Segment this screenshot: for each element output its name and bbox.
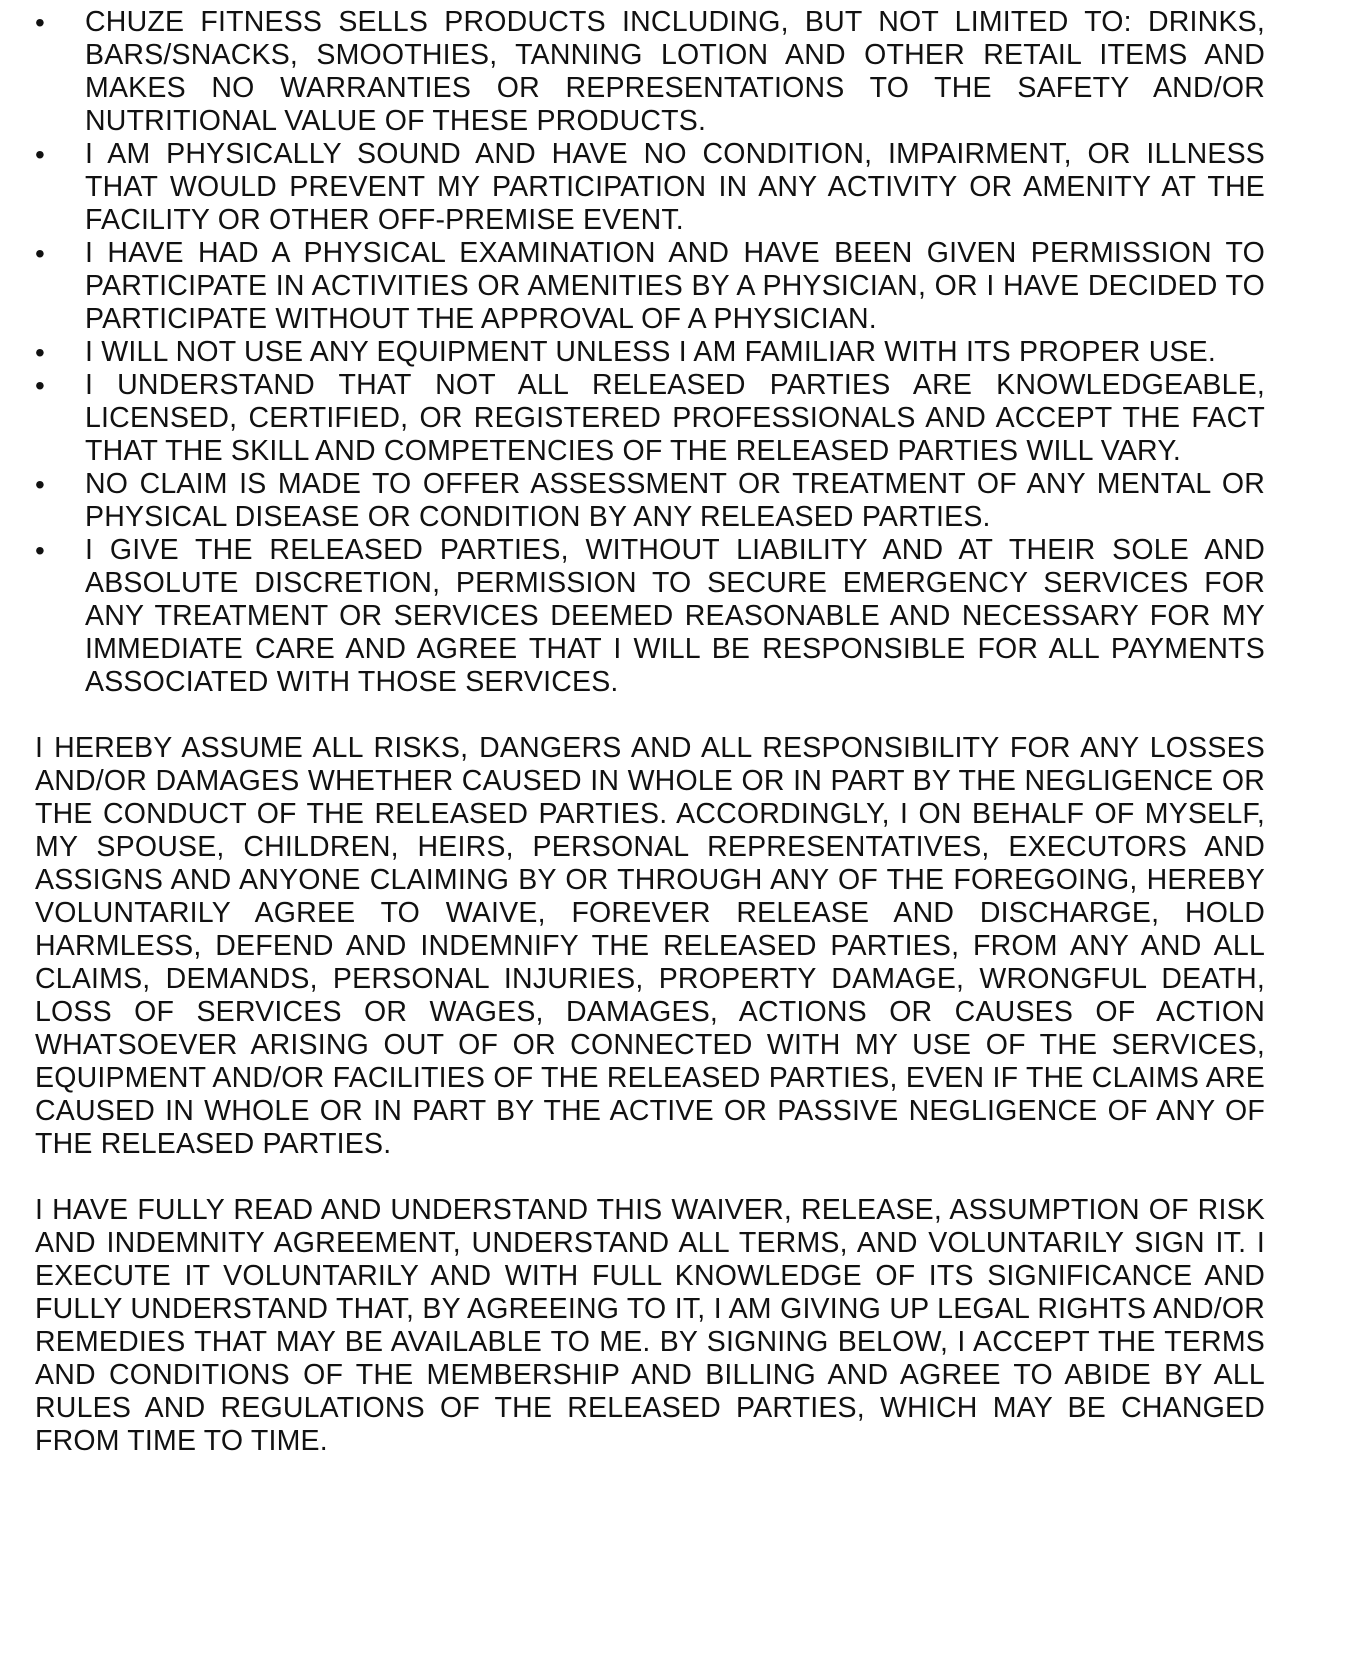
waiver-bullet-list [35,6,1265,699]
bullet-item [35,138,1265,237]
bullet-icon: • [35,535,45,566]
bullet-text-emergency-services: I GIVE THE RELEASED PARTIES, WITHOUT LIABILITY AND AT THEIR SOLE AND ABSOLUTE DISCRETION, PERMISSION TO SECURE EMERGENCY SERVICES FOR ANY TREATMENT OR SERVICES DEEMED REASONABLE AND NECESSARY FOR MY IMMEDIATE CARE AND AGREE THAT I WILL BE RESPONSIBLE FOR ALL PAYMENTS ASSOCIATED WITH THOSE SERVICES. [85,534,1265,698]
bullet-item [35,237,1265,336]
bullet-text-physical-exam: I HAVE HAD A PHYSICAL EXAMINATION AND HAVE BEEN GIVEN PERMISSION TO PARTICIPATE IN ACTIVITIES OR AMENITIES BY A PHYSICIAN, OR I HAVE DECIDED TO PARTICIPATE WITHOUT THE APPROVAL OF A PHYSICIAN. [85,237,1265,335]
bullet-text-equipment: I WILL NOT USE ANY EQUIPMENT UNLESS I AM FAMILIAR WITH ITS PROPER USE. [85,336,1217,368]
bullet-text-no-claim: NO CLAIM IS MADE TO OFFER ASSESSMENT OR TREATMENT OF ANY MENTAL OR PHYSICAL DISEASE OR CONDITION BY ANY RELEASED PARTIES. [85,468,1265,533]
acknowledgement-paragraph: I HAVE FULLY READ AND UNDERSTAND THIS WAIVER, RELEASE, ASSUMPTION OF RISK AND INDEMNITY AGREEMENT, UNDERSTAND ALL TERMS, AND VOLUNTARILY SIGN IT. I EXECUTE IT VOLUNTARILY AND WITH FULL KNOWLEDGE OF ITS SIGNIFICANCE AND FULLY UNDERSTAND THAT, BY AGREEING TO IT, I AM GIVING UP LEGAL RIGHTS AND/OR REMEDIES THAT MAY BE AVAILABLE TO ME. BY SIGNING BELOW, I ACCEPT THE TERMS AND CONDITIONS OF THE MEMBERSHIP AND BILLING AND AGREE TO ABIDE BY ALL RULES AND REGULATIONS OF THE RELEASED PARTIES, WHICH MAY BE CHANGED FROM TIME TO TIME. [35,1194,1265,1457]
bullet-icon: • [35,469,45,500]
bullet-item [35,6,1265,138]
bullet-text-products: CHUZE FITNESS SELLS PRODUCTS INCLUDING, BUT NOT LIMITED TO: DRINKS, BARS/SNACKS, SMOOTHIES, TANNING LOTION AND OTHER RETAIL ITEMS AND MAKES NO WARRANTIES OR REPRESENTATIONS TO THE SAFETY AND/OR NUTRITIONAL VALUE OF THESE PRODUCTS. [85,6,1265,137]
bullet-icon: • [35,238,45,269]
bullet-item [35,336,1265,369]
bullet-icon: • [35,139,45,170]
waiver-page [35,6,1265,1458]
bullet-icon: • [35,7,45,38]
bullet-icon: • [35,337,45,368]
bullet-item [35,468,1265,534]
bullet-text-physically-sound: I AM PHYSICALLY SOUND AND HAVE NO CONDITION, IMPAIRMENT, OR ILLNESS THAT WOULD PREVENT MY PARTICIPATION IN ANY ACTIVITY OR AMENITY AT THE FACILITY OR OTHER OFF-PREMISE EVENT. [85,138,1265,236]
assumption-of-risk-paragraph: I HEREBY ASSUME ALL RISKS, DANGERS AND ALL RESPONSIBILITY FOR ANY LOSSES AND/OR DAMAGES WHETHER CAUSED IN WHOLE OR IN PART BY THE NEGLIGENCE OR THE CONDUCT OF THE RELEASED PARTIES. ACCORDINGLY, I ON BEHALF OF MYSELF, MY SPOUSE, CHILDREN, HEIRS, PERSONAL REPRESENTATIVES, EXECUTORS AND ASSIGNS AND ANYONE CLAIMING BY OR THROUGH ANY OF THE FOREGOING, HEREBY VOLUNTARILY AGREE TO WAIVE, FOREVER RELEASE AND DISCHARGE, HOLD HARMLESS, DEFEND AND INDEMNIFY THE RELEASED PARTIES, FROM ANY AND ALL CLAIMS, DEMANDS, PERSONAL INJURIES, PROPERTY DAMAGE, WRONGFUL DEATH, LOSS OF SERVICES OR WAGES, DAMAGES, ACTIONS OR CAUSES OF ACTION WHATSOEVER ARISING OUT OF OR CONNECTED WITH MY USE OF THE SERVICES, EQUIPMENT AND/OR FACILITIES OF THE RELEASED PARTIES, EVEN IF THE CLAIMS ARE CAUSED IN WHOLE OR IN PART BY THE ACTIVE OR PASSIVE NEGLIGENCE OF ANY OF THE RELEASED PARTIES. [35,732,1265,1160]
bullet-icon: • [35,370,45,401]
bullet-text-released-parties: I UNDERSTAND THAT NOT ALL RELEASED PARTIES ARE KNOWLEDGEABLE, LICENSED, CERTIFIED, OR REGISTERED PROFESSIONALS AND ACCEPT THE FACT THAT THE SKILL AND COMPETENCIES OF THE RELEASED PARTIES WILL VARY. [85,369,1265,467]
bullet-item [35,369,1265,468]
bullet-item [35,534,1265,699]
